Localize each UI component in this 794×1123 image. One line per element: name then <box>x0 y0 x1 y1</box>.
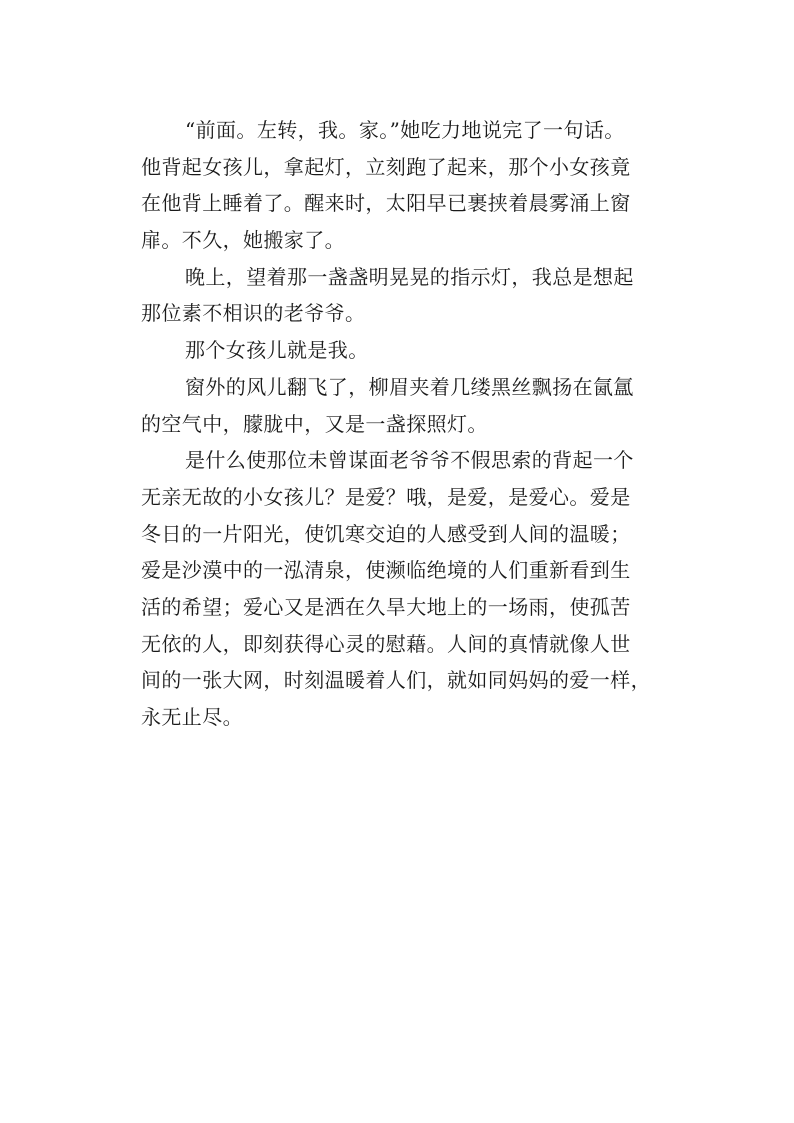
text-line: 活的希望；爱心又是洒在久旱大地上的一场雨，使孤苦 <box>141 594 631 619</box>
text-line: 窗外的风儿翻飞了，柳眉夹着几缕黑丝飘扬在氤氲 <box>185 374 634 399</box>
text-line: 那个女孩儿就是我。 <box>185 338 369 363</box>
text-line: 在他背上睡着了。醒来时，太阳早已裹挟着晨雾涌上窗 <box>141 191 631 216</box>
text-line: 无依的人，即刻获得心灵的慰藉。人间的真情就像人世 <box>141 631 631 656</box>
text-line: 永无止尽。 <box>141 705 243 729</box>
text-line: 间的一张大网，时刻温暖着人们，就如同妈妈的爱一样， <box>141 668 651 693</box>
text-line: 扉。不久，她搬家了。 <box>141 228 345 253</box>
text-line: 晚上，望着那一盏盏明晃晃的指示灯，我总是想起 <box>185 264 634 289</box>
text-line: 的空气中，朦胧中，又是一盏探照灯。 <box>141 411 488 436</box>
text-line: 无亲无故的小女孩儿？是爱？哦，是爱，是爱心。爱是 <box>141 484 631 509</box>
text-line: 冬日的一片阳光，使饥寒交迫的人感受到人间的温暖； <box>141 521 631 546</box>
text-line: 爱是沙漠中的一泓清泉，使濒临绝境的人们重新看到生 <box>141 558 631 583</box>
text-line: 那位素不相识的老爷爷。 <box>141 301 366 326</box>
text-line: 是什么使那位未曾谋面老爷爷不假思索的背起一个 <box>185 448 634 473</box>
body-text <box>141 112 671 736</box>
text-line: “前面。左转，我。家。”她吃力地说完了一句话。 <box>185 118 625 142</box>
text-line: 他背起女孩儿，拿起灯，立刻跑了起来，那个小女孩竟 <box>141 154 631 179</box>
